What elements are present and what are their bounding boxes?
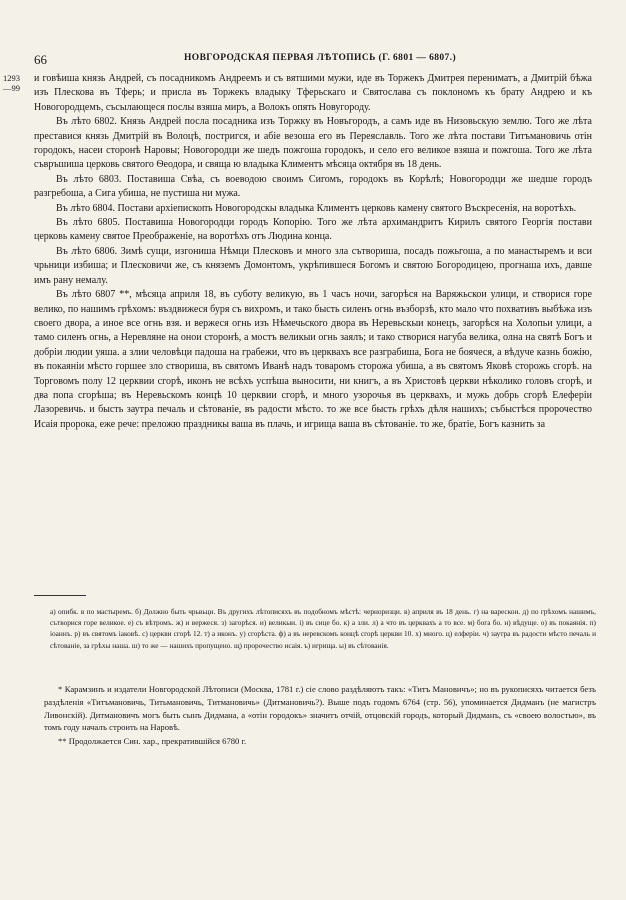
paragraph-6803: Въ лѣто 6803. Поставиша Свѣа, съ воеводою своимъ Сигомъ, городокъ въ Корѣлѣ; Новогородци же шедше городъ разгребоша, а Сига убиша, не пустиша ни мужа. [34,173,592,200]
paragraph-6802: Въ лѣто 6802. Князь Андрей посла посадника изъ Торжку въ Новъгородъ, а самъ иде въ Низовьскую землю. Того же лѣта преставися князь Дмитрій въ Волоцѣ, постригся, и абіе везоша его въ Переяславль. Того же лѣта постави Титъмановичь отін городокъ, насеи сторонѣ Наровы; Новогородци же шедъ пожгоша городокъ, и село его великое взяша и пожгоша. Того же лѣта съвръшиша церковь святого Ѳеодора, и свяща ю владыка Климентъ мѣсяца октября въ 18 день. [34,116,592,171]
footnote-divider [34,595,86,596]
variant-readings-text: а) опибк. в по мастыремъ. б) Должно быть чрьвьци. Въ другихъ лѣтописяхъ въ подобномъ мѣстѣ: черноризци. в) априля въ 18 день. г) на варескои. д) по грѣхомъ нашимъ, сътворися горе великое. е) съ вѣтромъ. ж) и вержеся. з) загорѣся. и) великыи. і) въ сице бо. к) а зли. л) а что въ церквахъ а то все. м) бога бо. н) вѣдуще. о) въ покаянія. п) іоаннъ. р) въ святомъ іаковѣ. с) церкви сгорѣ 12. т) а иконъ. у) сгорѣста. ф) а въ неревскомъ концѣ сгорѣ церкви 10. х) много. ц) елферіи. ч) заутра въ радости мѣсто печаль и сѣтованіе, за грѣхы наша. ш) то же — нашихъ пропущено. щ) пророчество исаія. ъ) игрища. ы) въ сѣтованія. [50,607,596,650]
margin-year-note: 1293 —99 [3,73,20,93]
footnote-1: * Карамзинъ и издатели Новгородской Лѣтописи (Москва, 1781 г.) сіе слово раздѣляютъ такъ: «Титъ Мановичъ»; но въ рукописяхъ читается безъ раздѣленія «Титъмановичь, Титьмановичь, Титмановичь» (Дитмановичь?). Выше подъ годомъ 6764 (стр. 56), упоминается Дидманъ (не магистръ Ливонскій). Дитмановичъ могъ быть сынъ Дидмана, а «отін городокъ» значитъ отчій, отцовскій городъ, который Дидманъ, съ «своею волостью», въ томъ году началъ строить на Наровѣ. [44,684,596,733]
paragraph-continuation: и говѣиша князь Андрей, съ посадникомъ Андреемъ и съ вятшими мужи, иде въ Торжекъ Дмитрея перениматъ, а Дмитрій бѣжа изъ Плескова въ Тферь; и присла въ Торжекъ владыку Тферьскаго и Святослава съ поклономъ къ брату Андрею и къ Новогородцемъ, съсылающеся послы взяша миръ, а Волокъ опять Новугороду. [34,73,592,113]
paragraph-6806: Въ лѣто 6806. Зимѣ сущи, изгониша Нѣмци Плесковъ и много зла сътвориша, посадъ пожьгоша, а по манастыремъ и вси чрьници избиша; и Плесковичи же, съ княземъ Домонтомъ, укрѣпившеся Богомъ и святою Богородицею, прогнаша ихъ, давше имъ рану немалу. [34,245,592,286]
paragraph-6807: Въ лѣто 6807 **, мѣсяца априля 18, въ суботу великую, въ 1 часъ ночи, загорѣся на Варяжьскои улици, и створися горе велико, по нашимъ грѣхомъ: въздвижеся буря съ вихромъ, и тако бысть силенъ огнь възборзѣ, кто мало что похвативъ выбѣжа изъ своего двора, а иное все огнь взя. и вержеся огнь изъ Нѣмечьского двора въ Неревьскыи конецъ, загорѣся на Холопьи улици, а тамо силенъ огнь, а Неревляне на онои сторонѣ, а мостъ великыи огнь заялъ; и тако створися нагуба велика, олна на святѣ Богъ и добріи людии уяша. а злии человѣци падоша на грабежи, что въ церквахъ все разграбиша, Бога не боячеся, а вѣдуче казнь божію, въ покаяніи мѣсто горшее зло створиша, въ святомъ Иванѣ надъ товаромъ сторожа убиша, а въ святомъ Яковѣ сторожь сгорѣ. на Торговомъ полу 12 церквии сгорѣ, иконъ не всѣхъ успѣша выносити, ни книгъ, а въ Христовѣ церкви нѣколико головъ сгорѣ, и два попа сгорѣша; въ Неревьскомъ концѣ 10 церквии сгорѣ, и много узорочья въ церквахъ, и мужь добрь сгорѣ Елеферіи Лазоревичь. и бысть заутра печаль и сѣтованіе, въ радости мѣсто. то же все бысть грѣхъ дѣля нашихъ; събыстѣся пророчество Исаія пророка, еже рече: преложю праздникы ваша въ плачь, и игрища ваша въ сѣтованіе. то же, братіе, Богъ казнить за [34,289,592,430]
page-number: 66 [34,52,47,67]
paragraph-6804: Въ лѣто 6804. Постави архіепископъ Новогородскы владыка Климентъ церковь камену святого Въскресенія, на воротѣхъ. [56,202,577,214]
running-head: НОВГОРОДСКАЯ ПЕРВАЯ ЛѢТОПИСЬ (Г. 6801 — 6807.) [183,53,457,63]
footnotes [44,683,596,749]
chronicle-text [34,72,592,432]
footnote-2: ** Продолжается Син. хар., прекратившійся 6780 г. [58,736,247,747]
paragraph-6805: Въ лѣто 6805. Поставиша Новогородци городъ Копорію. Того же лѣта архимандритъ Кирилъ святого Георгія постави церковь камену святое Преображеніе, на воротѣхъ отъ Людина конца. [34,217,592,243]
variant-readings [50,606,596,651]
